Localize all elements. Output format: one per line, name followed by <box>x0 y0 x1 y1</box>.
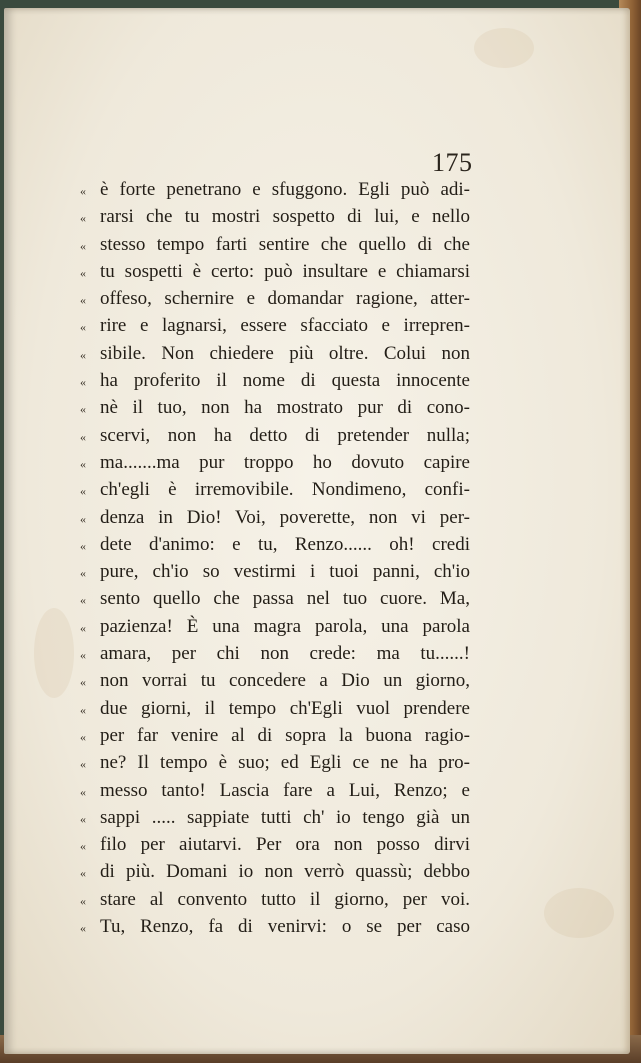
text-line <box>80 394 470 421</box>
text-line <box>80 858 470 885</box>
line-text: è forte penetrano e sfuggono. Egli può adi- <box>100 179 470 200</box>
text-line <box>80 722 470 749</box>
quote-mark: « <box>80 511 86 526</box>
quote-mark: « <box>80 184 86 198</box>
text-block <box>80 176 470 940</box>
page-number: 175 <box>432 148 473 177</box>
line-text: due giorni, il tempo ch'Egli vuol prendere <box>100 697 470 719</box>
text-line <box>80 558 470 585</box>
text-line <box>80 258 470 285</box>
quote-mark: « <box>80 211 86 226</box>
quote-mark: « <box>80 402 86 417</box>
text-line <box>80 667 470 694</box>
line-text: sappi ..... sappiate tutti ch' io tengo già un <box>100 806 470 828</box>
text-line <box>80 531 470 558</box>
quote-mark: « <box>80 784 86 799</box>
text-line <box>80 695 470 722</box>
text-line <box>80 312 470 339</box>
line-text: offeso, schernire e domandar ragione, atter- <box>100 288 470 310</box>
text-line <box>80 831 470 858</box>
line-text: sento quello che passa nel tuo cuore. Ma, <box>100 588 470 610</box>
line-text: denza in Dio! Voi, poverette, non vi per- <box>100 506 470 528</box>
quote-mark: « <box>80 729 86 744</box>
line-text: nè il tuo, non ha mostrato pur di cono- <box>100 397 470 419</box>
quote-mark: « <box>80 811 86 826</box>
quote-mark: « <box>80 675 86 690</box>
text-line <box>80 231 470 258</box>
text-line <box>80 367 470 394</box>
text-line <box>80 613 470 640</box>
quote-mark: « <box>80 456 86 471</box>
text-line <box>80 176 470 203</box>
text-line <box>80 476 470 503</box>
text-line <box>80 340 470 367</box>
quote-mark: « <box>80 757 86 772</box>
line-text: pazienza! È una magra parola, una parola <box>100 615 470 637</box>
quote-mark: « <box>80 921 86 936</box>
quote-mark: « <box>80 702 86 717</box>
quote-mark: « <box>80 866 86 881</box>
paper-stain <box>544 888 614 938</box>
line-text: ne? Il tempo è suo; ed Egli ce ne ha pro- <box>100 752 470 774</box>
quote-mark: « <box>80 429 86 444</box>
line-text: rire e lagnarsi, essere sfacciato e irrepren- <box>100 315 470 337</box>
line-text: stare al convento tutto il giorno, per voi. <box>100 888 470 910</box>
line-text: messo tanto! Lascia fare a Lui, Renzo; e <box>100 779 470 801</box>
line-text: Tu, Renzo, fa di venirvi: o se per caso <box>100 916 470 938</box>
text-line <box>80 640 470 667</box>
quote-mark: « <box>80 893 86 908</box>
quote-mark: « <box>80 320 86 335</box>
line-text: di più. Domani io non verrò quassù; debbo <box>100 861 470 883</box>
line-text: non vorrai tu concedere a Dio un giorno, <box>100 670 470 692</box>
text-line <box>80 749 470 776</box>
text-line <box>80 886 470 913</box>
text-line <box>80 203 470 230</box>
quote-mark: « <box>80 293 86 308</box>
quote-mark: « <box>80 538 86 553</box>
line-text: per far venire al di sopra la buona ragio- <box>100 724 470 746</box>
quote-mark: « <box>80 593 86 608</box>
line-text: ch'egli è irremovibile. Nondimeno, confi- <box>100 479 470 501</box>
text-line <box>80 777 470 804</box>
line-text: ma.......ma pur troppo ho dovuto capire <box>100 451 470 473</box>
quote-mark: « <box>80 375 86 390</box>
quote-mark: « <box>80 484 86 499</box>
line-text: rarsi che tu mostri sospetto di lui, e nello <box>100 206 470 228</box>
line-text: filo per aiutarvi. Per ora non posso dirvi <box>100 834 470 856</box>
line-text: stesso tempo farti sentire che quello di che <box>100 233 470 255</box>
text-line <box>80 422 470 449</box>
paper-stain <box>34 608 74 698</box>
quote-mark: « <box>80 648 86 663</box>
line-text: sibile. Non chiedere più oltre. Colui non <box>100 342 470 364</box>
line-text: ha proferito il nome di questa innocente <box>100 370 470 392</box>
line-text: amara, per chi non crede: ma tu......! <box>100 643 470 665</box>
quote-mark: « <box>80 238 86 253</box>
text-line <box>80 449 470 476</box>
quote-mark: « <box>80 620 86 635</box>
paper-stain <box>474 28 534 68</box>
line-text: scervi, non ha detto di pretender nulla; <box>100 424 470 446</box>
line-text: dete d'animo: e tu, Renzo...... oh! credi <box>100 533 470 555</box>
line-text: pure, ch'io so vestirmi i tuoi panni, ch'io <box>100 561 470 583</box>
text-line <box>80 285 470 312</box>
quote-mark: « <box>80 347 86 362</box>
quote-mark: « <box>80 566 86 581</box>
line-text: tu sospetti è certo: può insultare e chiamarsi <box>100 260 470 282</box>
text-line <box>80 913 470 940</box>
quote-mark: « <box>80 265 86 280</box>
book-page <box>4 8 630 1054</box>
quote-mark: « <box>80 839 86 854</box>
text-line <box>80 504 470 531</box>
text-line <box>80 585 470 612</box>
text-line <box>80 804 470 831</box>
